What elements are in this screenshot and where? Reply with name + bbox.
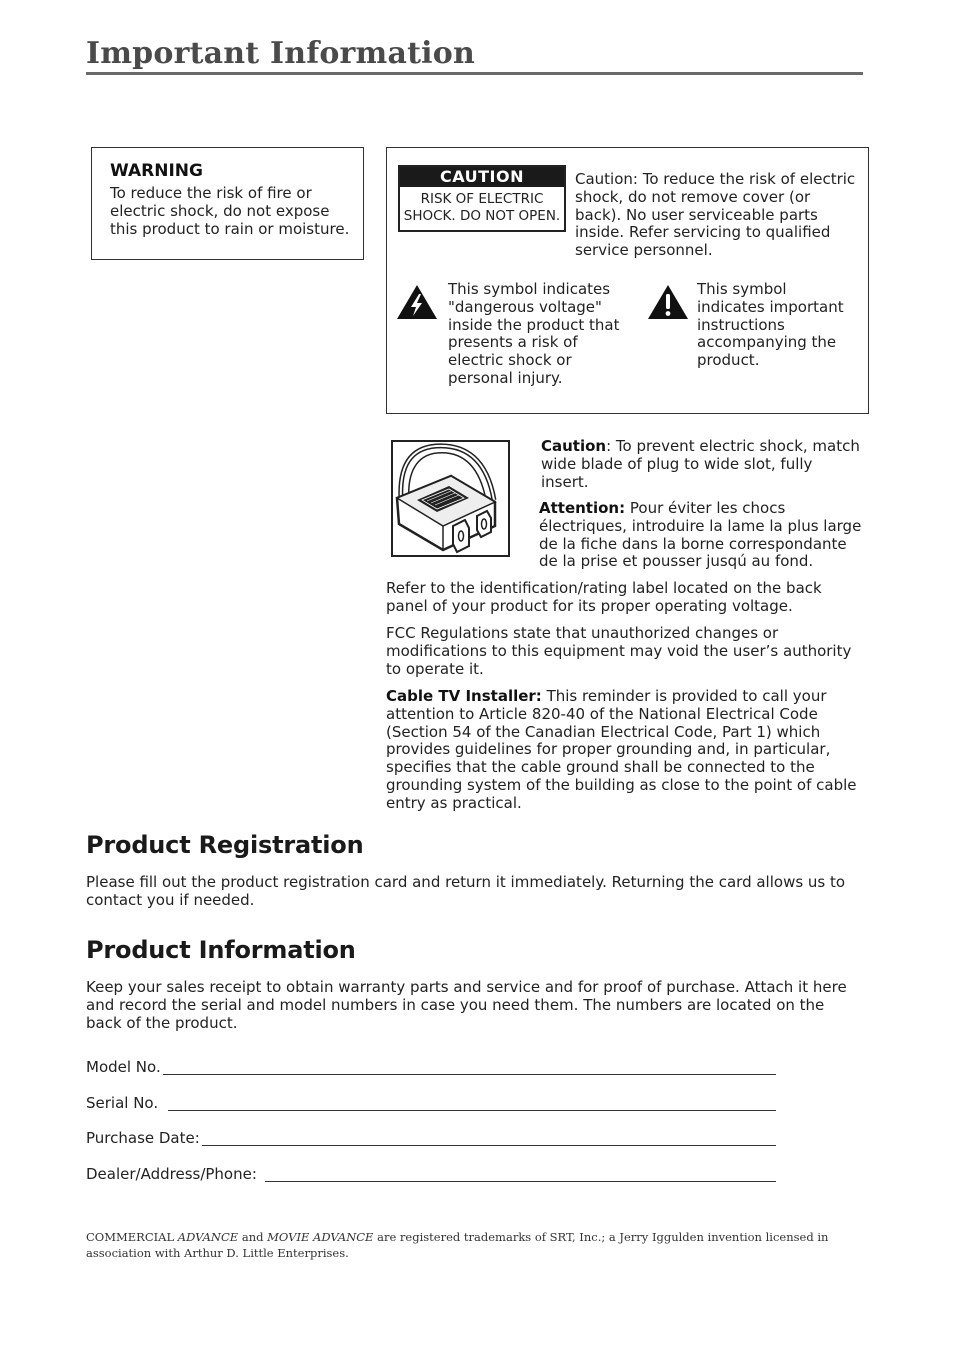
serial-number-label: Serial No. xyxy=(86,1094,159,1112)
title-rule xyxy=(86,72,863,75)
caution-label-sub xyxy=(400,191,564,225)
polarized-plug-illustration xyxy=(391,440,510,557)
cable-installer-paragraph xyxy=(386,688,862,813)
plug-caution-label: Caution xyxy=(541,437,607,455)
product-registration-text: Please fill out the product registration card and return it immediately. Returning the card allows us to contact you if needed. xyxy=(86,873,846,909)
footnote-part2: and xyxy=(238,1230,268,1244)
instructions-symbol-text: This symbol indicates important instructions accompanying the product. xyxy=(697,280,844,370)
product-registration-heading: Product Registration xyxy=(86,831,364,859)
plug-attention-text xyxy=(539,500,864,571)
plug-caution-text xyxy=(541,438,861,491)
model-number-field[interactable] xyxy=(86,1058,776,1078)
dealer-field[interactable] xyxy=(86,1165,776,1185)
caution-label-head: CAUTION xyxy=(400,167,564,187)
purchase-date-line[interactable] xyxy=(202,1129,776,1146)
model-number-label: Model No. xyxy=(86,1058,161,1076)
plug-attention-body: Pour éviter les chocs électriques, introduire la lame la plus large de la fiche dans la borne correspondante de la prise et pousser jusqú au fond. xyxy=(539,499,862,571)
model-number-line[interactable] xyxy=(163,1058,776,1075)
serial-number-field[interactable] xyxy=(86,1094,776,1114)
lightning-warning-icon xyxy=(396,283,438,321)
serial-number-line[interactable] xyxy=(168,1094,776,1111)
footnote-advance: ADVANCE xyxy=(177,1230,239,1244)
caution-text: Caution: To reduce the risk of electric shock, do not remove cover (or back). No user serviceable parts inside. Refer servicing to qualified service personnel. xyxy=(575,170,856,260)
cable-installer-body: This reminder is provided to call your attention to Article 820-40 of the National Electrical Code (Section 54 of the Canadian Electrical Code, Part 1) which provides guidelines for proper grounding and, in particular, specifies that the cable ground shall be connected to the grounding system of the building as close to the point of cable entry as practical. xyxy=(386,687,857,812)
warning-text: To reduce the risk of fire or electric shock, do not expose this product to rain or moisture. xyxy=(110,184,350,238)
purchase-date-field[interactable] xyxy=(86,1129,776,1149)
product-information-heading: Product Information xyxy=(86,936,356,964)
warning-title: WARNING xyxy=(110,161,203,181)
exclamation-warning-icon xyxy=(647,283,689,321)
product-information-text: Keep your sales receipt to obtain warranty parts and service and for proof of purchase. Attach it here and record the serial and model numbers in case you need them. The numbers are located on the back of the product. xyxy=(86,978,847,1032)
footnote-part1: COMMERCIAL xyxy=(86,1230,178,1244)
cable-installer-label: Cable TV Installer: xyxy=(386,687,542,705)
trademark-footnote xyxy=(86,1229,856,1261)
plug-attention-label: Attention: xyxy=(539,499,626,517)
page-title: Important Information xyxy=(86,36,475,71)
dealer-line[interactable] xyxy=(265,1165,776,1182)
dealer-label: Dealer/Address/Phone: xyxy=(86,1165,257,1183)
footnote-movie-advance: MOVIE ADVANCE xyxy=(267,1230,374,1244)
caution-label-line1: RISK OF ELECTRIC xyxy=(420,191,544,207)
caution-label-line2: SHOCK. DO NOT OPEN. xyxy=(403,208,561,224)
voltage-symbol-text: This symbol indicates "dangerous voltage" inside the product that presents a risk of electric shock or personal injury. xyxy=(448,280,620,387)
footnote-part3: are registered trademarks of SRT, Inc.; a Jerry Iggulden invention licensed in association with Arthur D. Little Enterprises. xyxy=(86,1230,829,1260)
fcc-paragraph: FCC Regulations state that unauthorized changes or modifications to this equipment may void the user’s authority to operate it. xyxy=(386,624,852,678)
rating-label-paragraph: Refer to the identification/rating label located on the back panel of your product for its proper operating voltage. xyxy=(386,579,822,615)
plug-caution-body: : To prevent electric shock, match wide blade of plug to wide slot, fully insert. xyxy=(541,437,860,491)
purchase-date-label: Purchase Date: xyxy=(86,1129,200,1147)
